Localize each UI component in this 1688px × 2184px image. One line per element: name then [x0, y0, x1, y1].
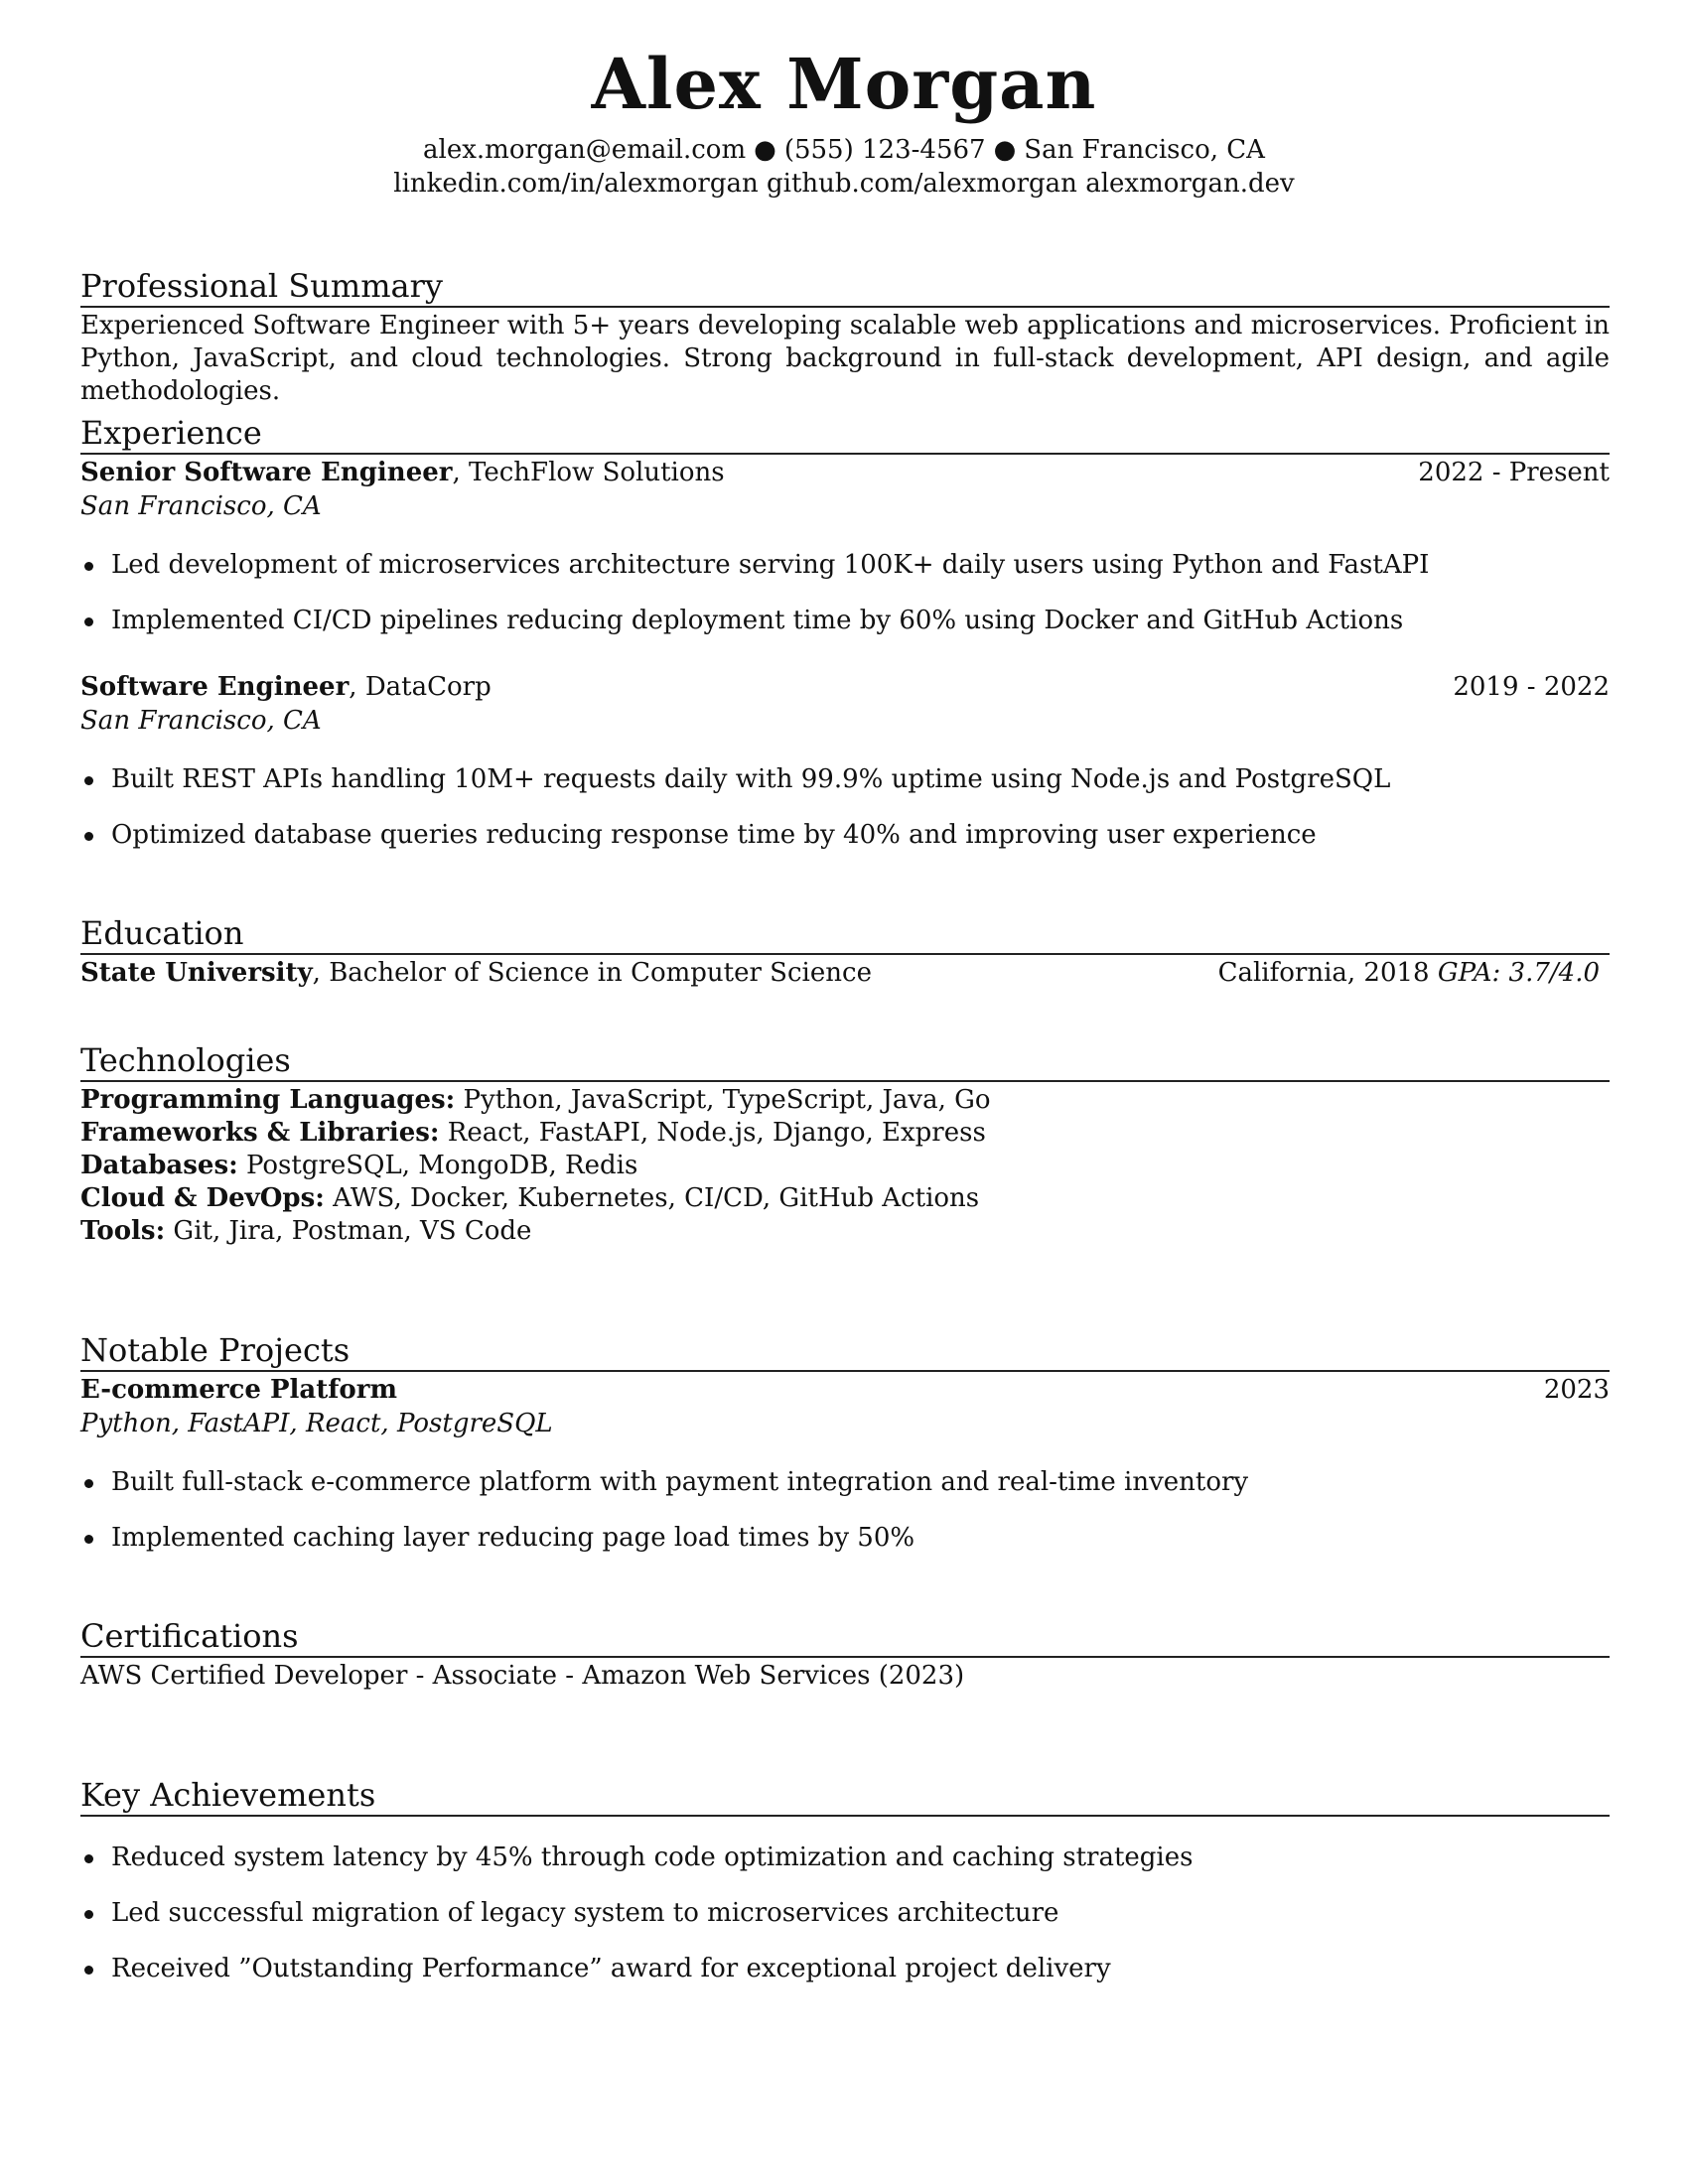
github-link[interactable]: github.com/alexmorgan	[767, 169, 1077, 199]
tech-row	[80, 1150, 1610, 1182]
job-location: San Francisco, CA	[80, 706, 322, 736]
tech-label: Frameworks & Libraries:	[80, 1118, 440, 1148]
education-meta	[1218, 957, 1600, 990]
job-company: , TechFlow Solutions	[452, 458, 725, 487]
tech-label: Databases:	[80, 1151, 238, 1180]
project-year: 2023	[1543, 1375, 1610, 1405]
bullet-text: Received ”Outstanding Performance” award for exceptional project delivery	[111, 1954, 1111, 1983]
section-title-summary: Professional Summary	[80, 266, 1610, 308]
bullet-dot-icon	[84, 1910, 93, 1919]
job-role: Software Engineer	[80, 672, 350, 702]
tech-label: Programming Languages:	[80, 1085, 456, 1115]
bullet-dot-icon	[84, 1535, 93, 1544]
tech-value: Git, Jira, Postman, VS Code	[165, 1216, 532, 1246]
bullet-text: Led successful migration of legacy system to microservices architecture	[111, 1898, 1059, 1928]
tech-value: React, FastAPI, Node.js, Django, Express	[439, 1118, 986, 1148]
bullet-text: Built full-stack e-commerce platform with payment integration and real-time inventory	[111, 1467, 1249, 1497]
school-name: State University	[80, 958, 313, 988]
bullet-separator: ●	[754, 135, 776, 165]
education-entry	[80, 957, 1610, 990]
section-title-projects: Notable Projects	[80, 1330, 1610, 1372]
bullet-dot-icon	[84, 776, 93, 785]
email-link[interactable]: alex.morgan@email.com	[423, 135, 747, 165]
bullet-text: Reduced system latency by 45% through code optimization and caching strategies	[111, 1843, 1194, 1872]
gpa-text: GPA: 3.7/4.0	[1437, 958, 1600, 988]
contact-line	[0, 133, 1688, 167]
tech-row	[80, 1117, 1610, 1150]
job-role: Senior Software Engineer	[80, 458, 453, 487]
job-dates: 2022 - Present	[1418, 458, 1610, 487]
section-title-technologies: Technologies	[80, 1040, 1610, 1082]
tech-label: Cloud & DevOps:	[80, 1183, 325, 1213]
summary-text: Experienced Software Engineer with 5+ years developing scalable web applications and microservices. Proficient in Python, JavaScript, and cloud technologies. Strong background in full-stack development, API design, and agile methodologies.	[80, 311, 1610, 406]
job-header	[80, 671, 1610, 704]
bullet-text: Implemented caching layer reducing page load times by 50%	[111, 1523, 915, 1553]
bullet-dot-icon	[84, 832, 93, 841]
bullet-text: Implemented CI/CD pipelines reducing deployment time by 60% using Docker and GitHub Actions	[111, 606, 1404, 635]
tech-value: PostgreSQL, MongoDB, Redis	[237, 1151, 638, 1180]
bullet-dot-icon	[84, 562, 93, 571]
section-title-certifications: Certifications	[80, 1616, 1610, 1658]
degree-text: , Bachelor of Science in Computer Science	[312, 958, 872, 988]
job-header	[80, 457, 1610, 489]
bullet-separator: ●	[993, 135, 1017, 165]
location-text: San Francisco, CA	[1024, 135, 1265, 165]
phone-text: (555) 123-4567	[783, 135, 986, 165]
project-header	[80, 1374, 1610, 1407]
project-name: E-commerce Platform	[80, 1375, 397, 1405]
tech-label: Tools:	[80, 1216, 166, 1246]
bullet-dot-icon	[84, 1479, 93, 1488]
linkedin-link[interactable]: linkedin.com/in/alexmorgan	[393, 169, 759, 199]
project-stack: Python, FastAPI, React, PostgreSQL	[80, 1409, 553, 1438]
tech-row	[80, 1215, 1610, 1248]
section-title-education: Education	[80, 913, 1610, 955]
links-line	[0, 167, 1688, 201]
bullet-text: Built REST APIs handling 10M+ requests daily with 99.9% uptime using Node.js and PostgreSQL	[111, 764, 1391, 794]
bullet-text: Led development of microservices architecture serving 100K+ daily users using Python and FastAPI	[111, 550, 1430, 580]
job-location: San Francisco, CA	[80, 491, 322, 521]
bullet-text: Optimized database queries reducing response time by 40% and improving user experience	[111, 820, 1317, 850]
certification-item: AWS Certified Developer - Associate - Amazon Web Services (2023)	[80, 1661, 965, 1691]
section-title-achievements: Key Achievements	[80, 1775, 1610, 1817]
bullet-dot-icon	[84, 1966, 93, 1975]
tech-value: AWS, Docker, Kubernetes, CI/CD, GitHub Actions	[324, 1183, 980, 1213]
website-link[interactable]: alexmorgan.dev	[1085, 169, 1295, 199]
bullet-dot-icon	[84, 617, 93, 626]
job-company: , DataCorp	[349, 672, 492, 702]
bullet-dot-icon	[84, 1854, 93, 1863]
tech-row	[80, 1084, 1610, 1117]
candidate-name: Alex Morgan	[591, 43, 1097, 125]
section-title-experience: Experience	[80, 413, 1610, 455]
tech-row	[80, 1182, 1610, 1215]
place-year: California, 2018	[1217, 958, 1430, 988]
job-dates: 2019 - 2022	[1453, 672, 1610, 702]
tech-value: Python, JavaScript, TypeScript, Java, Go	[455, 1085, 991, 1115]
